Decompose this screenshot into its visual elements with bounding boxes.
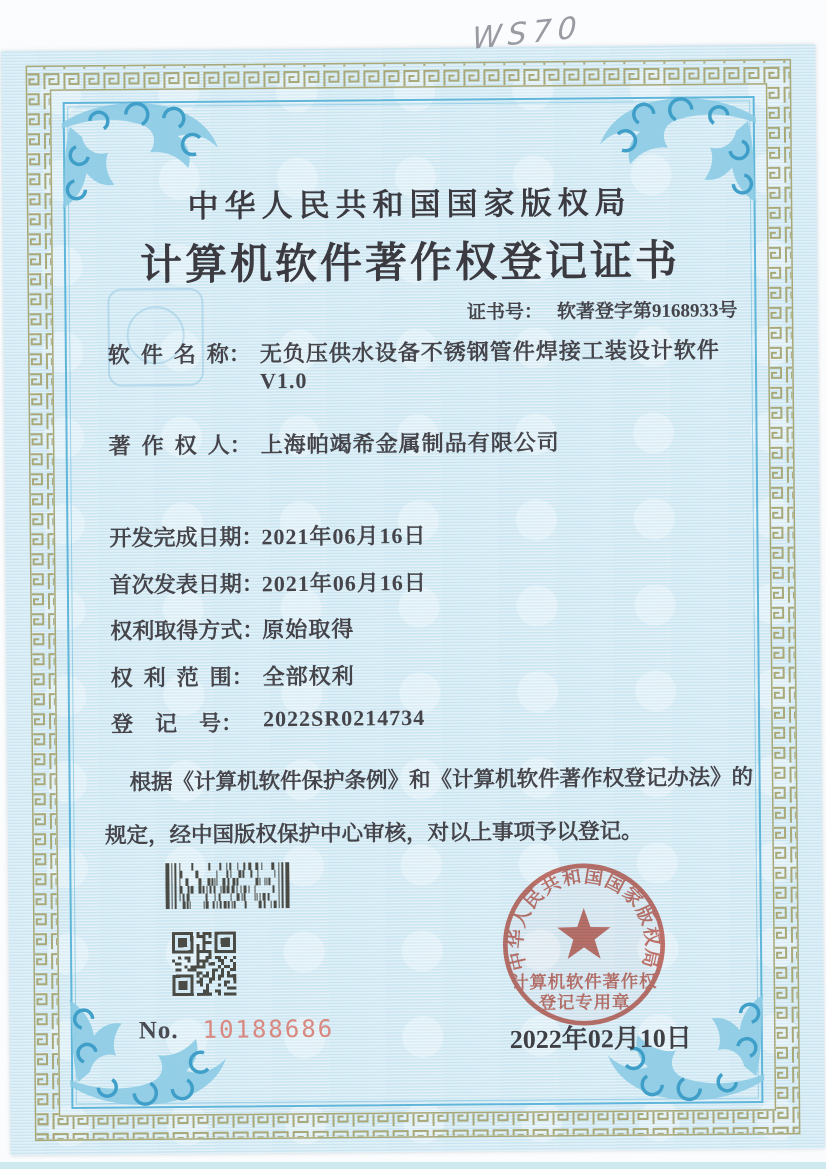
serial-number: 10188686 [202,1014,335,1044]
field-software-name [108,333,768,396]
seal-ring-text: 中华人民共和国国家版权局 [505,866,663,973]
barcode [165,862,289,909]
certificate-title: 计算机软件著作权登记证书 [139,238,681,290]
certificate-number-label: 证书号： [466,301,544,324]
statement-line-1: 根据《计算机软件保护条例》和《计算机软件著作权登记办法》的 [129,765,754,795]
field-registration-no [111,702,771,739]
scan-page-edge [0,1162,826,1169]
field-label: 著 作 权 人： [108,432,252,459]
field-right-scope [111,656,771,693]
field-right-acquisition [110,609,770,646]
software-version: V1.0 [259,367,308,394]
software-name-value: 无负压供水设备不锈钢管件焊接工装设计软件 [259,337,720,367]
field-label: 开发完成日期： [109,524,264,551]
field-label: 权 利 范 围： [110,664,254,691]
field-label: 权利取得方式： [110,617,265,644]
field-value: 2021年06月16日 [261,569,427,597]
qr-code [172,932,237,997]
corner-flourish-bottom-left-icon [69,999,226,1106]
field-value: 原始取得 [262,616,355,643]
field-value: 2022SR0214734 [262,704,426,732]
handwritten-annotation: WS70 [471,10,584,57]
field-value: 上海帕竭希金属制品有限公司 [260,429,560,458]
field-label: 首次发表日期： [109,571,264,598]
field-value: 全部权利 [262,663,355,690]
seal-line2: 登记专用章 [538,992,631,1013]
field-copyright-owner [109,424,769,461]
field-dev-complete-date [109,516,769,553]
statement-line-2: 规定，经中国版权保护中心审核，对以上事项予以登记。 [104,819,643,848]
field-label: 登 记 号： [110,710,244,737]
certificate-paper [1,44,825,1155]
official-seal [494,855,674,1035]
certificate-number [467,295,738,324]
serial-label: No. [138,1017,179,1045]
certificate-number-value: 软著登字第9168933号 [556,300,738,323]
field-label: 软 件 名 称： [107,341,251,368]
field-value: 2021年06月16日 [261,522,427,550]
authority-name: 中华人民共和国国家版权局 [187,185,632,224]
issue-date: 2022年02月10日 [509,1023,692,1055]
serial-number-line [139,1015,335,1046]
field-first-publish-date [110,563,770,600]
registration-statement [104,760,770,850]
seal-line1: 计算机软件著作权 [511,971,658,993]
field-value [260,333,720,394]
